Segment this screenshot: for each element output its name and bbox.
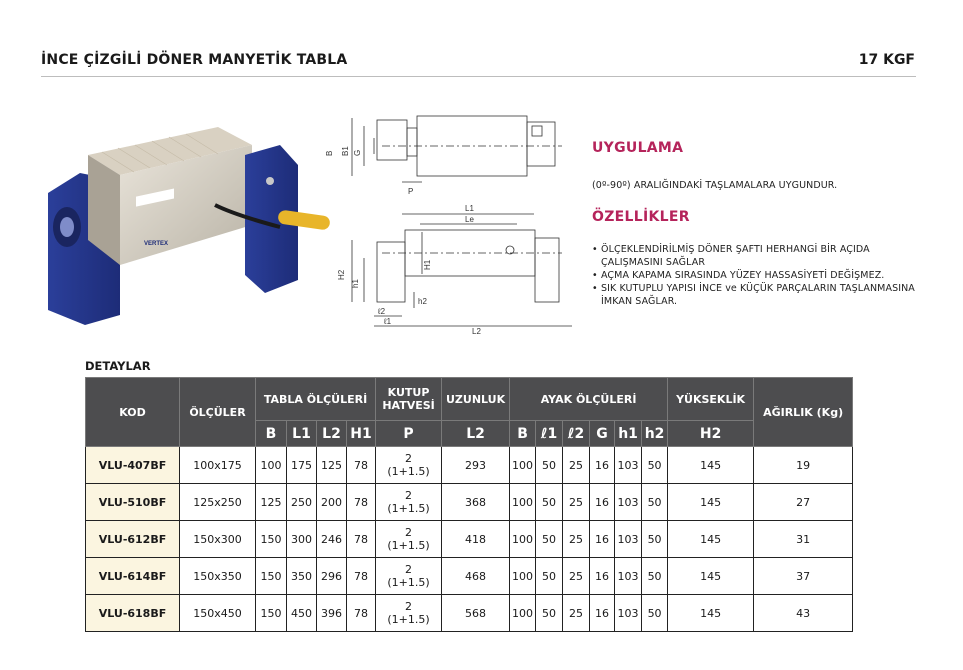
cell-b: 150: [256, 558, 287, 595]
table-row: [86, 447, 853, 484]
dim-Le: Le: [465, 215, 474, 224]
col-L2: L2: [317, 421, 347, 447]
features-list: [592, 243, 922, 308]
cell-b: 150: [256, 521, 287, 558]
cell-p-tolerance: (1+1.5): [387, 502, 430, 515]
cell-g: 16: [590, 447, 615, 484]
col-code: KOD: [86, 378, 180, 447]
cell-l1: 350: [287, 558, 317, 595]
col-B: B: [256, 421, 287, 447]
cell-code: VLU-510BF: [86, 484, 180, 521]
cell-fb: 100: [510, 447, 536, 484]
feature-item: • SIK KUTUPLU YAPISI İNCE ve KÜÇÜK PARÇALARIN TAŞLANMASINA İMKAN SAĞLAR.: [592, 282, 922, 308]
col-foot-dims: AYAK ÖLÇÜLERİ: [510, 378, 668, 421]
col-G: G: [590, 421, 615, 447]
cell-h2: 145: [668, 521, 754, 558]
dim-l1: ℓ1: [384, 317, 392, 326]
cell-length: 293: [442, 447, 510, 484]
application-title: UYGULAMA: [592, 140, 684, 156]
cell-p-value: 2: [405, 600, 413, 613]
cell-h2: 145: [668, 447, 754, 484]
col-pole-pitch: KUTUP HATVESİ: [376, 378, 442, 421]
cell-l2: 25: [563, 558, 590, 595]
cell-size: 150x300: [180, 521, 256, 558]
cell-size: 150x350: [180, 558, 256, 595]
col-h1: h1: [615, 421, 642, 447]
cell-p: [376, 447, 442, 484]
cell-fb: 100: [510, 558, 536, 595]
cell-l2: 200: [317, 484, 347, 521]
table-row: [86, 521, 853, 558]
dim-h2: h2: [418, 297, 427, 306]
table-row: [86, 558, 853, 595]
cell-l1: 250: [287, 484, 317, 521]
cell-l2: 125: [317, 447, 347, 484]
cell-size: 125x250: [180, 484, 256, 521]
application-text: (0º-90º) ARALIĞINDAKİ TAŞLAMALARA UYGUNDUR.: [592, 180, 838, 191]
col-foot-B: B: [510, 421, 536, 447]
table-row: [86, 484, 853, 521]
cell-p: [376, 521, 442, 558]
cell-size: 150x450: [180, 595, 256, 632]
col-l2: ℓ2: [563, 421, 590, 447]
cell-h2: 50: [642, 521, 668, 558]
cell-g: 16: [590, 521, 615, 558]
col-L1: L1: [287, 421, 317, 447]
cell-h1: 103: [615, 521, 642, 558]
cell-h2: 50: [642, 595, 668, 632]
cell-length: 368: [442, 484, 510, 521]
col-weight: AĞIRLIK (Kg): [754, 378, 853, 447]
cell-size: 100x175: [180, 447, 256, 484]
cell-l2: 25: [563, 484, 590, 521]
col-height: YÜKSEKLİK: [668, 378, 754, 421]
cell-h2: 145: [668, 484, 754, 521]
dim-H2: H2: [337, 269, 346, 280]
cell-l2: 396: [317, 595, 347, 632]
dim-L1: L1: [465, 204, 474, 213]
dim-L2: L2: [472, 327, 481, 336]
cell-b: 125: [256, 484, 287, 521]
cell-g: 16: [590, 558, 615, 595]
cell-weight: 37: [754, 558, 853, 595]
cell-h1: 78: [347, 521, 376, 558]
cell-fb: 100: [510, 595, 536, 632]
cell-length: 418: [442, 521, 510, 558]
cell-l2: 25: [563, 521, 590, 558]
header-divider: [41, 76, 916, 77]
cell-h2: 50: [642, 484, 668, 521]
cell-h2: 50: [642, 558, 668, 595]
cell-fb: 100: [510, 521, 536, 558]
cell-l2: 25: [563, 447, 590, 484]
cell-p-tolerance: (1+1.5): [387, 465, 430, 478]
cell-h1: 103: [615, 558, 642, 595]
cell-l1: 50: [536, 595, 563, 632]
cell-weight: 27: [754, 484, 853, 521]
details-label: DETAYLAR: [85, 359, 151, 373]
cell-p: [376, 484, 442, 521]
cell-weight: 31: [754, 521, 853, 558]
cell-p-tolerance: (1+1.5): [387, 539, 430, 552]
cell-h1: 78: [347, 484, 376, 521]
dim-h1: h1: [351, 279, 360, 288]
cell-h2: 145: [668, 595, 754, 632]
cell-l2: 296: [317, 558, 347, 595]
cell-p-value: 2: [405, 563, 413, 576]
dim-P: P: [408, 187, 414, 196]
cell-l1: 50: [536, 558, 563, 595]
cell-p-value: 2: [405, 526, 413, 539]
brand-label: VERTEX: [144, 241, 169, 247]
cell-h1: 103: [615, 484, 642, 521]
cell-l1: 450: [287, 595, 317, 632]
dim-l2: ℓ2: [378, 307, 386, 316]
col-length: UZUNLUK: [442, 378, 510, 421]
col-H2: H2: [668, 421, 754, 447]
spec-table: [85, 377, 853, 632]
cell-h2: 145: [668, 558, 754, 595]
cell-length: 568: [442, 595, 510, 632]
col-L2-length: L2: [442, 421, 510, 447]
technical-drawing: [322, 108, 587, 340]
col-h2: h2: [642, 421, 668, 447]
cell-l1: 50: [536, 521, 563, 558]
dim-G: G: [353, 149, 362, 156]
cell-weight: 19: [754, 447, 853, 484]
cell-h1: 103: [615, 595, 642, 632]
col-P: P: [376, 421, 442, 447]
cell-p-tolerance: (1+1.5): [387, 613, 430, 626]
cell-code: VLU-618BF: [86, 595, 180, 632]
cell-p: [376, 595, 442, 632]
cell-p-value: 2: [405, 452, 413, 465]
feature-item: • ÖLÇEKLENDİRİLMİŞ DÖNER ŞAFTI HERHANGİ BİR AÇIDA ÇALIŞMASINI SAĞLAR: [592, 243, 922, 269]
dim-B: B: [325, 150, 334, 156]
feature-item: • AÇMA KAPAMA SIRASINDA YÜZEY HASSASİYETİ DEĞİŞMEZ.: [592, 269, 922, 282]
product-photo: [40, 115, 340, 325]
page-title: İNCE ÇİZGİLİ DÖNER MANYETİK TABLA: [41, 52, 348, 68]
cell-length: 468: [442, 558, 510, 595]
dim-B1: B1: [341, 146, 350, 156]
col-size: ÖLÇÜLER: [180, 378, 256, 447]
features-title: ÖZELLİKLER: [592, 209, 690, 225]
cell-l1: 50: [536, 484, 563, 521]
cell-p-tolerance: (1+1.5): [387, 576, 430, 589]
cell-l1: 300: [287, 521, 317, 558]
cell-b: 150: [256, 595, 287, 632]
cell-h1: 78: [347, 595, 376, 632]
cell-h1: 103: [615, 447, 642, 484]
cell-code: VLU-612BF: [86, 521, 180, 558]
cell-code: VLU-614BF: [86, 558, 180, 595]
cell-l1: 175: [287, 447, 317, 484]
magnetic-force: 17 KGF: [858, 52, 915, 68]
cell-l1: 50: [536, 447, 563, 484]
cell-h2: 50: [642, 447, 668, 484]
cell-g: 16: [590, 595, 615, 632]
cell-fb: 100: [510, 484, 536, 521]
cell-p-value: 2: [405, 489, 413, 502]
cell-h1: 78: [347, 447, 376, 484]
col-H1: H1: [347, 421, 376, 447]
cell-weight: 43: [754, 595, 853, 632]
table-row: [86, 595, 853, 632]
col-l1: ℓ1: [536, 421, 563, 447]
cell-g: 16: [590, 484, 615, 521]
cell-l2: 25: [563, 595, 590, 632]
cell-h1: 78: [347, 558, 376, 595]
cell-l2: 246: [317, 521, 347, 558]
cell-b: 100: [256, 447, 287, 484]
cell-code: VLU-407BF: [86, 447, 180, 484]
cell-p: [376, 558, 442, 595]
col-table-dims: TABLA ÖLÇÜLERİ: [256, 378, 376, 421]
dim-H1: H1: [423, 259, 432, 270]
